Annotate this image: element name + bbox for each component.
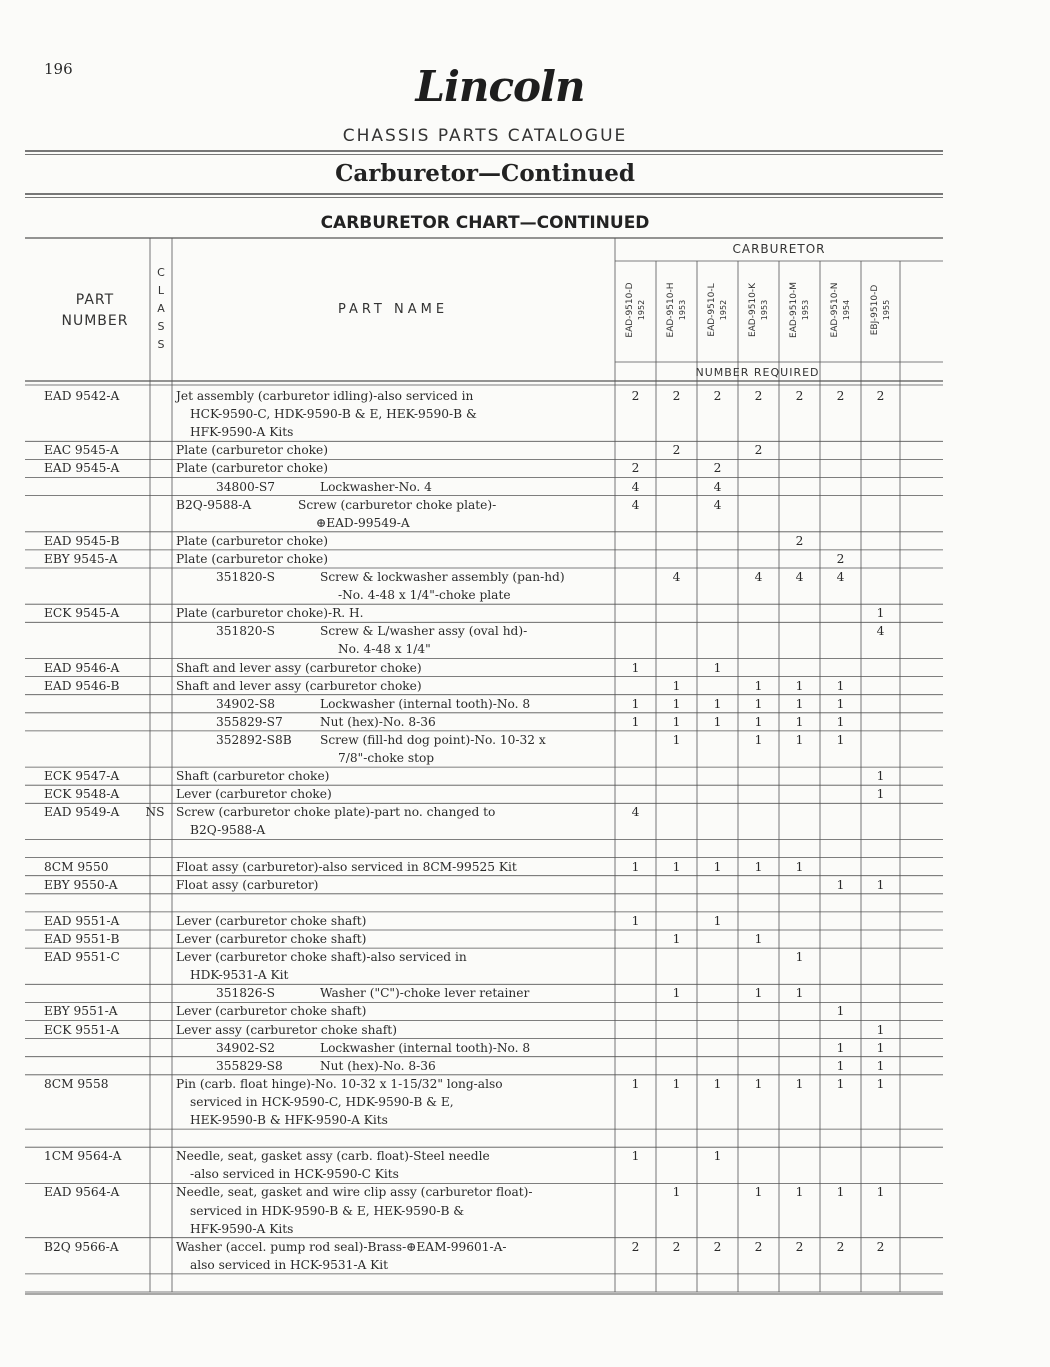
part-number: ECK 9547-A bbox=[44, 769, 120, 784]
quantity-cell: 1 bbox=[631, 1149, 640, 1164]
quantity-cell: 4 bbox=[713, 497, 722, 512]
quantity-cell: 1 bbox=[876, 1040, 885, 1055]
quantity-cell: 1 bbox=[754, 1185, 763, 1200]
part-name-line: serviced in HDK-9590-B & E, HEK-9590-B & bbox=[190, 1203, 465, 1218]
sub-part-desc: Lockwasher (internal tooth)-No. 8 bbox=[320, 1040, 531, 1055]
class-code: NS bbox=[145, 805, 165, 820]
sub-part-number: 355829-S8 bbox=[216, 1058, 283, 1073]
part-name-line: Lever (carburetor choke) bbox=[176, 787, 332, 802]
carburetor-year: 1952 bbox=[636, 299, 646, 321]
sub-part-number: 34902-S8 bbox=[216, 696, 275, 711]
part-number: EBY 9551-A bbox=[44, 1004, 118, 1019]
part-number: EAD 9545-A bbox=[44, 461, 120, 476]
quantity-cell: 1 bbox=[795, 859, 804, 874]
catalogue-title: CHASSIS PARTS CATALOGUE bbox=[342, 126, 628, 146]
part-name-line: Lever assy (carburetor choke shaft) bbox=[176, 1022, 397, 1037]
sub-part-number: 351826-S bbox=[216, 986, 275, 1001]
quantity-cell: 1 bbox=[754, 732, 763, 747]
sub-part-number: 34902-S2 bbox=[216, 1040, 275, 1055]
part-name-line: also serviced in HCK-9531-A Kit bbox=[190, 1257, 389, 1272]
part-number: EAC 9545-A bbox=[44, 443, 119, 458]
quantity-cell: 2 bbox=[754, 389, 763, 403]
sub-part-number: 355829-S7 bbox=[216, 714, 283, 729]
quantity-cell: 1 bbox=[713, 714, 722, 729]
part-number: EBY 9545-A bbox=[44, 551, 118, 566]
part-name-line: Lever (carburetor choke shaft) bbox=[176, 1004, 367, 1019]
quantity-cell: 1 bbox=[713, 913, 722, 928]
quantity-cell: 1 bbox=[631, 696, 640, 711]
sub-part-desc: Screw (fill-hd dog point)-No. 10-32 x bbox=[320, 732, 546, 747]
header-class-letter: A bbox=[157, 302, 165, 315]
quantity-cell: 2 bbox=[713, 1239, 722, 1254]
part-name-line: Lever (carburetor choke shaft) bbox=[176, 932, 367, 946]
quantity-cell: 1 bbox=[795, 714, 804, 729]
part-number: ECK 9551-A bbox=[44, 1022, 120, 1037]
quantity-cell: 1 bbox=[876, 1022, 885, 1037]
quantity-cell: 1 bbox=[836, 1058, 845, 1073]
part-number: 8CM 9550 bbox=[44, 859, 109, 874]
part-number: ECK 9548-A bbox=[44, 787, 120, 802]
carburetor-year: 1952 bbox=[718, 299, 728, 321]
quantity-cell: 2 bbox=[836, 389, 845, 403]
part-name-line: Plate (carburetor choke) bbox=[176, 461, 329, 476]
quantity-cell: 2 bbox=[713, 389, 722, 403]
quantity-cell: 2 bbox=[836, 551, 845, 566]
part-number: B2Q 9566-A bbox=[44, 1239, 119, 1254]
quantity-cell: 1 bbox=[713, 660, 722, 675]
part-name-line: HEK-9590-B & HFK-9590-A Kits bbox=[190, 1113, 388, 1127]
part-name-line: Shaft (carburetor choke) bbox=[176, 769, 330, 784]
quantity-cell: 2 bbox=[795, 389, 804, 403]
quantity-cell: 1 bbox=[876, 1185, 885, 1200]
carburetor-year: 1954 bbox=[841, 299, 851, 321]
part-number: 8CM 9558 bbox=[44, 1076, 109, 1091]
part-name-line: Needle, seat, gasket and wire clip assy (carburetor float)- bbox=[176, 1185, 533, 1200]
quantity-cell: 1 bbox=[876, 787, 885, 802]
quantity-cell: 4 bbox=[631, 479, 640, 494]
header-class-letter: S bbox=[157, 338, 165, 351]
part-name-line: Jet assembly (carburetor idling)-also serviced in bbox=[176, 389, 474, 403]
sub-part-desc: -No. 4-48 x 1/4"-choke plate bbox=[338, 588, 511, 603]
quantity-cell: 1 bbox=[754, 859, 763, 874]
quantity-cell: 1 bbox=[713, 1149, 722, 1164]
carburetor-year: 1953 bbox=[759, 299, 769, 321]
quantity-cell: 1 bbox=[836, 714, 845, 729]
sub-part-desc: Screw (carburetor choke plate)- bbox=[298, 497, 497, 512]
part-name-line: Shaft and lever assy (carburetor choke) bbox=[176, 678, 422, 693]
quantity-cell: 4 bbox=[876, 624, 885, 639]
quantity-cell: 1 bbox=[754, 714, 763, 729]
part-number: ECK 9545-A bbox=[44, 606, 120, 621]
brand-logo: Lincoln bbox=[415, 62, 585, 111]
quantity-cell: 1 bbox=[672, 986, 681, 1001]
part-name-line: Screw (carburetor choke plate)-part no. changed to bbox=[176, 805, 496, 820]
quantity-cell: 1 bbox=[795, 1076, 804, 1091]
part-number: EAD 9545-B bbox=[44, 533, 120, 548]
sub-part-desc: Lockwasher (internal tooth)-No. 8 bbox=[320, 696, 531, 711]
section-title: Carburetor—Continued bbox=[335, 160, 635, 187]
sub-part-number: 34800-S7 bbox=[216, 479, 275, 494]
quantity-cell: 2 bbox=[754, 1239, 763, 1254]
quantity-cell: 1 bbox=[795, 986, 804, 1001]
part-name-line: serviced in HCK-9590-C, HDK-9590-B & E, bbox=[190, 1094, 454, 1109]
quantity-cell: 1 bbox=[876, 606, 885, 621]
quantity-cell: 1 bbox=[795, 732, 804, 747]
part-number: EAD 9542-A bbox=[44, 389, 120, 403]
chart-title: CARBURETOR CHART—CONTINUED bbox=[320, 213, 650, 233]
sub-part-desc: Nut (hex)-No. 8-36 bbox=[320, 714, 436, 729]
page-number: 196 bbox=[44, 60, 73, 78]
quantity-cell: 1 bbox=[754, 986, 763, 1001]
part-name-line: HCK-9590-C, HDK-9590-B & E, HEK-9590-B & bbox=[190, 407, 477, 422]
header-carburetor: CARBURETOR bbox=[732, 242, 826, 256]
quantity-cell: 1 bbox=[713, 696, 722, 711]
quantity-cell: 2 bbox=[631, 389, 640, 403]
quantity-cell: 1 bbox=[836, 1040, 845, 1055]
sub-part-desc: 7/8"-choke stop bbox=[338, 751, 435, 765]
quantity-cell: 1 bbox=[631, 859, 640, 874]
part-name-line: Plate (carburetor choke)-R. H. bbox=[176, 606, 364, 621]
quantity-cell: 2 bbox=[672, 1239, 681, 1254]
part-number: EAD 9564-A bbox=[44, 1185, 120, 1200]
header-class-letter: S bbox=[157, 320, 165, 333]
quantity-cell: 1 bbox=[876, 877, 885, 892]
sub-part-number: B2Q-9588-A bbox=[176, 497, 252, 512]
quantity-cell: 1 bbox=[795, 950, 804, 965]
sub-part-desc: No. 4-48 x 1/4" bbox=[338, 642, 431, 657]
quantity-cell: 1 bbox=[631, 1076, 640, 1091]
sub-part-desc: Nut (hex)-No. 8-36 bbox=[320, 1058, 436, 1073]
part-name-line: Washer (accel. pump rod seal)-Brass-⊕EAM-99601-A- bbox=[176, 1239, 507, 1254]
part-number: EAD 9546-B bbox=[44, 678, 120, 693]
header-class-letter: L bbox=[157, 284, 165, 297]
carburetor-model: EAD-9510-N bbox=[829, 282, 840, 338]
quantity-cell: 1 bbox=[754, 696, 763, 711]
header-part-name: PART NAME bbox=[337, 302, 449, 317]
quantity-cell: 2 bbox=[876, 1239, 885, 1254]
part-number: EAD 9551-C bbox=[44, 950, 120, 965]
quantity-cell: 2 bbox=[876, 389, 885, 403]
quantity-cell: 2 bbox=[713, 461, 722, 476]
part-name-line: HDK-9531-A Kit bbox=[190, 968, 289, 983]
carburetor-model: EAD-9510-L bbox=[706, 283, 717, 337]
quantity-cell: 2 bbox=[672, 443, 681, 458]
header-part-line-2: NUMBER bbox=[61, 313, 129, 329]
part-number: 1CM 9564-A bbox=[44, 1149, 122, 1164]
quantity-cell: 1 bbox=[754, 1076, 763, 1091]
quantity-cell: 2 bbox=[672, 389, 681, 403]
quantity-cell: 1 bbox=[672, 696, 681, 711]
part-name-line: Plate (carburetor choke) bbox=[176, 443, 329, 458]
carburetor-year: 1953 bbox=[677, 299, 687, 321]
quantity-cell: 1 bbox=[672, 1076, 681, 1091]
part-number: EAD 9549-A bbox=[44, 805, 120, 820]
sub-part-desc: Lockwasher-No. 4 bbox=[320, 479, 432, 494]
quantity-cell: 4 bbox=[672, 570, 681, 584]
sub-part-number: 352892-S8B bbox=[216, 732, 292, 747]
sub-part-number: 351820-S bbox=[216, 624, 275, 639]
carburetor-model: EAD-9510-M bbox=[788, 282, 799, 338]
sub-part-number: 351820-S bbox=[216, 570, 275, 584]
quantity-cell: 1 bbox=[631, 913, 640, 928]
quantity-cell: 1 bbox=[631, 660, 640, 675]
quantity-cell: 1 bbox=[672, 932, 681, 946]
quantity-cell: 1 bbox=[713, 859, 722, 874]
quantity-cell: 4 bbox=[631, 805, 640, 820]
sub-part-desc: ⊕EAD-99549-A bbox=[316, 515, 410, 530]
carburetor-model: EAD-9510-D bbox=[624, 282, 635, 338]
part-number: EBY 9550-A bbox=[44, 877, 118, 892]
quantity-cell: 2 bbox=[631, 1239, 640, 1254]
quantity-cell: 1 bbox=[836, 877, 845, 892]
part-number: EAD 9551-B bbox=[44, 932, 120, 946]
carburetor-model: EBJ-9510-D bbox=[869, 284, 880, 336]
quantity-cell: 4 bbox=[631, 497, 640, 512]
quantity-cell: 1 bbox=[876, 1076, 885, 1091]
quantity-cell: 4 bbox=[795, 570, 804, 584]
quantity-cell: 1 bbox=[672, 714, 681, 729]
part-name-line: Lever (carburetor choke shaft)-also serviced in bbox=[176, 950, 467, 965]
quantity-cell: 1 bbox=[836, 696, 845, 711]
quantity-cell: 2 bbox=[795, 1239, 804, 1254]
part-number: EAD 9551-A bbox=[44, 913, 120, 928]
header-class-letter: C bbox=[157, 266, 165, 279]
quantity-cell: 2 bbox=[754, 443, 763, 458]
quantity-cell: 1 bbox=[754, 678, 763, 693]
quantity-cell: 2 bbox=[631, 461, 640, 476]
part-name-line: Lever (carburetor choke shaft) bbox=[176, 913, 367, 928]
sub-part-desc: Washer ("C")-choke lever retainer bbox=[320, 986, 530, 1001]
quantity-cell: 4 bbox=[754, 570, 763, 584]
part-name-line: HFK-9590-A Kits bbox=[190, 425, 294, 440]
quantity-cell: 1 bbox=[713, 1076, 722, 1091]
quantity-cell: 1 bbox=[795, 696, 804, 711]
part-name-line: Float assy (carburetor) bbox=[176, 877, 319, 892]
quantity-cell: 1 bbox=[836, 1076, 845, 1091]
quantity-cell: 1 bbox=[672, 859, 681, 874]
part-name-line: Pin (carb. float hinge)-No. 10-32 x 1-15/32" long-also bbox=[176, 1076, 503, 1091]
quantity-cell: 1 bbox=[836, 732, 845, 747]
quantity-cell: 1 bbox=[836, 678, 845, 693]
part-name-line: Needle, seat, gasket assy (carb. float)-Steel needle bbox=[176, 1149, 490, 1164]
carburetor-year: 1953 bbox=[800, 299, 810, 321]
part-name-line: B2Q-9588-A bbox=[190, 823, 266, 838]
quantity-cell: 1 bbox=[836, 1185, 845, 1200]
quantity-cell: 4 bbox=[713, 479, 722, 494]
sub-part-desc: Screw & lockwasher assembly (pan-hd) bbox=[320, 570, 565, 584]
quantity-cell: 1 bbox=[672, 678, 681, 693]
quantity-cell: 2 bbox=[836, 1239, 845, 1254]
quantity-cell: 1 bbox=[876, 769, 885, 784]
carburetor-year: 1955 bbox=[881, 299, 891, 321]
part-number: EAD 9546-A bbox=[44, 660, 120, 675]
quantity-cell: 4 bbox=[836, 570, 845, 584]
part-name-line: HFK-9590-A Kits bbox=[190, 1221, 294, 1236]
part-name-line: -also serviced in HCK-9590-C Kits bbox=[190, 1167, 399, 1182]
part-name-line: Float assy (carburetor)-also serviced in 8CM-99525 Kit bbox=[176, 859, 517, 874]
quantity-cell: 1 bbox=[672, 732, 681, 747]
sub-part-desc: Screw & L/washer assy (oval hd)- bbox=[320, 624, 528, 639]
header-number-required: NUMBER REQUIRED bbox=[695, 366, 820, 379]
part-name-line: Shaft and lever assy (carburetor choke) bbox=[176, 660, 422, 675]
quantity-cell: 1 bbox=[631, 714, 640, 729]
quantity-cell: 1 bbox=[876, 1058, 885, 1073]
quantity-cell: 1 bbox=[795, 1185, 804, 1200]
quantity-cell: 2 bbox=[795, 533, 804, 548]
quantity-cell: 1 bbox=[754, 932, 763, 946]
quantity-cell: 1 bbox=[836, 1004, 845, 1019]
carburetor-model: EAD-9510-K bbox=[747, 282, 758, 338]
quantity-cell: 1 bbox=[795, 678, 804, 693]
carburetor-model: EAD-9510-H bbox=[665, 282, 676, 338]
part-name-line: Plate (carburetor choke) bbox=[176, 551, 329, 566]
part-name-line: Plate (carburetor choke) bbox=[176, 533, 329, 548]
header-part-line-1: PART bbox=[75, 292, 115, 308]
quantity-cell: 1 bbox=[672, 1185, 681, 1200]
